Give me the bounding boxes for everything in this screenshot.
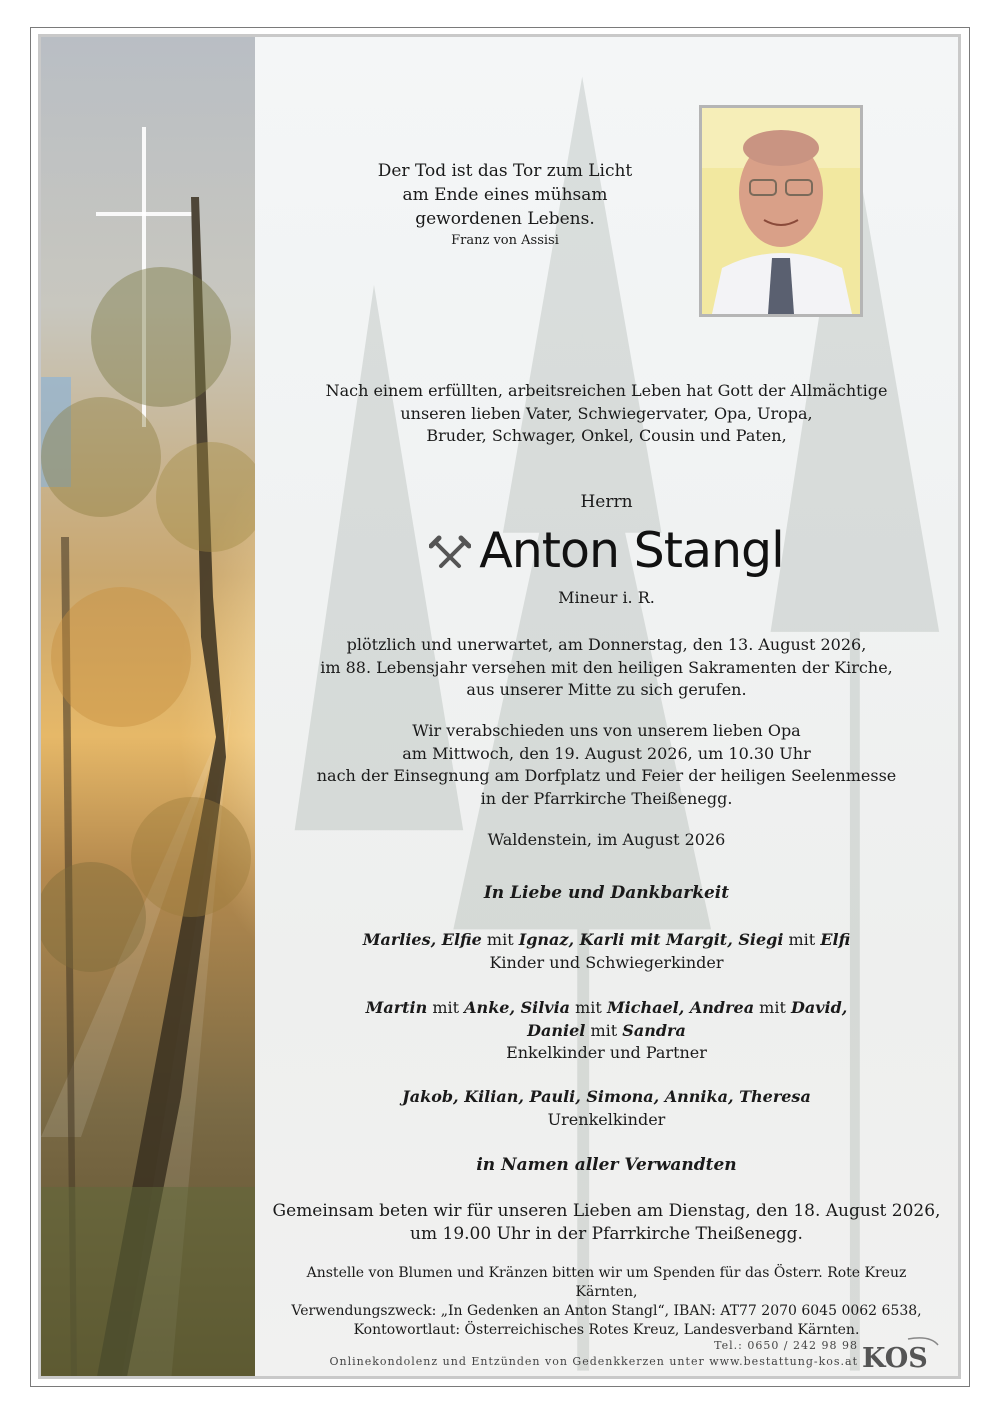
love-heading: In Liebe und Dankbarkeit: [483, 883, 730, 903]
text-line: Nach einem erfüllten, arbeitsreichen Leben hat Gott der Allmächtige: [325, 381, 888, 400]
crossed-hammers-icon: [429, 532, 471, 574]
text-line: Gemeinsam beten wir für unseren Lieben am Dienstag, den 18. August 2026,: [272, 1201, 941, 1221]
text-line: in der Pfarrkirche Theißenegg.: [480, 788, 733, 808]
great-grandchildren-label: Urenkelkinder: [547, 1109, 666, 1129]
children-names: Marlies, Elfie mit Ignaz, Karli mit Margit, Siegi mit Elfi: [362, 930, 851, 949]
text-line: am Mittwoch, den 19. August 2026, um 10.30 Uhr: [402, 743, 811, 763]
death-notice: [255, 634, 958, 702]
quote-author: Franz von Assisi: [451, 233, 559, 248]
text-line: unseren lieben Vater, Schwiegervater, Opa, Uropa,: [400, 403, 813, 423]
text-line: aus unserer Mitte zu sich gerufen.: [466, 680, 747, 699]
intro-text: [255, 380, 958, 448]
text-line: Verwendungszweck: „In Gedenken an Anton Stangl“, IBAN: AT77 2070 6045 0062 6538,: [291, 1303, 922, 1319]
svg-text:KOS: KOS: [862, 1343, 928, 1371]
text-line: im 88. Lebensjahr versehen mit den heiligen Sakramenten der Kirche,: [320, 657, 893, 677]
name-row: [255, 520, 958, 580]
great-grandchildren-block: [255, 1086, 958, 1131]
grandchildren-names: Martin mit Anke, Silvia mit Michael, Andrea mit David,: [365, 998, 848, 1017]
grandchildren-label: Enkelkinder und Partner: [506, 1043, 707, 1062]
prayer-info: [255, 1200, 958, 1246]
text-line: Wir verabschieden uns von unserem lieben Opa: [412, 721, 801, 740]
text-line: Anstelle von Blumen und Kränzen bitten wir um Spenden für das Österr. Rote Kreuz Kärnten,: [306, 1265, 907, 1300]
place-date: Waldenstein, im August 2026: [487, 830, 726, 849]
grandchildren-names-cont: Daniel mit Sandra: [527, 1020, 686, 1040]
funeral-info: [255, 720, 958, 810]
children-label: Kinder und Schwiegerkinder: [489, 952, 724, 972]
text-line: nach der Einsegnung am Dorfplatz und Feier der heiligen Seelenmesse: [316, 766, 897, 785]
forest-sunlight-photo: [41, 37, 255, 1376]
quote-block: [255, 159, 755, 251]
text-line: um 19.00 Uhr in der Pfarrkirche Theißenegg.: [410, 1224, 803, 1244]
relatives-line: in Namen aller Verwandten: [476, 1155, 737, 1175]
occupation: Mineur i. R.: [558, 588, 655, 607]
children-block: [255, 929, 958, 974]
text-line: Kontowortlaut: Österreichisches Rotes Kreuz, Landesverband Kärnten.: [353, 1322, 860, 1338]
quote-line: Der Tod ist das Tor zum Licht: [377, 161, 633, 181]
kos-logo: [860, 1335, 940, 1371]
portrait-photo: [699, 105, 863, 317]
footer-online: Onlinekondolenz und Entzünden von Gedenkkerzen unter www.bestattung-kos.at: [329, 1355, 858, 1368]
quote-line: gewordenen Lebens.: [415, 209, 595, 229]
great-grandchildren-names: Jakob, Kilian, Pauli, Simona, Annika, Theresa: [402, 1087, 811, 1106]
obituary-card: [38, 34, 961, 1379]
footer-phone: Tel.: 0650 / 242 98 98: [714, 1339, 858, 1352]
text-line: plötzlich und unerwartet, am Donnerstag, den 13. August 2026,: [346, 635, 867, 654]
text-line: Bruder, Schwager, Onkel, Cousin und Paten,: [426, 426, 787, 445]
deceased-name: Anton Stangl: [479, 521, 784, 579]
salutation: Herrn: [580, 492, 633, 512]
quote-line: am Ende eines mühsam: [402, 185, 608, 205]
grandchildren-block: [255, 997, 958, 1065]
donation-info: [275, 1264, 938, 1340]
